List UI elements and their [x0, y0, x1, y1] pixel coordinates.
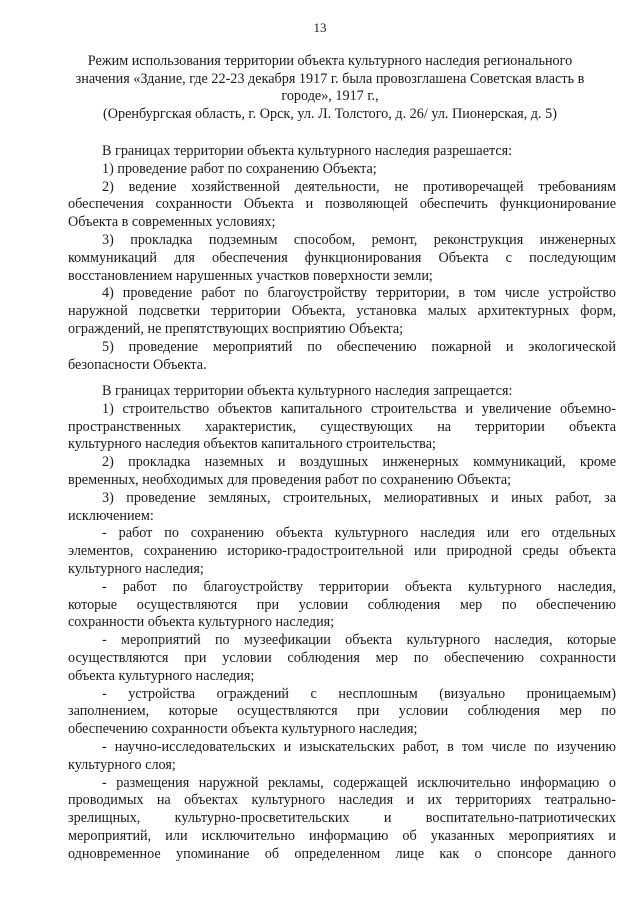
paragraph-line: коммуникаций для обеспечения функционирования Объекта с последующим	[68, 249, 616, 266]
allowed-uses-section	[68, 143, 616, 374]
paragraph-line: которые осуществляются при условии соблюдения мер по обеспечению	[68, 596, 616, 613]
paragraph-line: 5) проведение мероприятий по обеспечению пожарной и экологической	[102, 338, 616, 355]
paragraph-line: восстановлением нарушенных участков поверхности земли;	[68, 267, 433, 284]
paragraph-line: сохранности объекта культурного наследия;	[68, 614, 335, 631]
paragraph-line: элементов, сохранению историко-градостроительной или природной среды объекта	[68, 543, 616, 560]
paragraph-line: - научно-исследовательских и изыскательских работ, в том числе по изучению	[102, 738, 616, 755]
paragraph-line: 1) проведение работ по сохранению Объекта;	[102, 160, 377, 177]
paragraph-line: ограждений, не препятствующих восприятию Объекта;	[68, 320, 404, 337]
paragraph-line: - устройства ограждений с несплошным (визуально проницаемым)	[102, 685, 616, 702]
paragraph-line: культурного наследия;	[68, 560, 204, 577]
paragraph-line: объекта культурного наследия;	[68, 667, 255, 684]
paragraph-line: пространственных характеристик, существующих на территории объекта	[68, 418, 616, 435]
title-line: городе», 1917 г.,	[281, 88, 379, 104]
paragraph-line: культурного слоя;	[68, 756, 176, 773]
paragraph-line: одновременное упоминание об определенном лице как о спонсоре данного	[68, 845, 616, 862]
title-line: (Оренбургская область, г. Орск, ул. Л. Толстого, д. 26/ ул. Пионерская, д. 5)	[103, 105, 557, 122]
paragraph-line: 1) строительство объектов капитального строительства и увеличение объемно-	[102, 400, 616, 417]
paragraph-line: В границах территории объекта культурного наследия запрещается:	[102, 383, 513, 399]
document-title	[50, 53, 610, 123]
paragraph-line: 2) ведение хозяйственной деятельности, не противоречащей требованиям	[102, 178, 616, 195]
paragraph-line: мероприятий, или исключительно информацию об указанных мероприятиях и	[68, 827, 616, 844]
paragraph-line: безопасности Объекта.	[68, 356, 207, 373]
title-line: значения «Здание, где 22-23 декабря 1917 г. была провозглашена Советская власть в	[75, 70, 585, 87]
paragraph-line: проводимых на объектах культурного наследия и их территориях театрально-	[68, 792, 616, 809]
paragraph-line: заполнением, которые осуществляются при условии соблюдения мер по	[68, 703, 616, 720]
paragraph-line: обеспечения сохранности Объекта и позволяющей обеспечить функционирование	[68, 196, 616, 213]
prohibited-uses-section	[68, 383, 616, 864]
paragraph-line: обеспечению сохранности объекта культурного наследия;	[68, 721, 418, 738]
paragraph-line: осуществляются при условии соблюдения мер по обеспечению сохранности	[68, 649, 616, 666]
paragraph-line: зрелищных, культурно-просветительских и воспитательно-патриотических	[68, 810, 616, 827]
page-number: 13	[313, 20, 327, 35]
paragraph-line: - работ по сохранению объекта культурного наследия или его отдельных	[102, 525, 616, 542]
paragraph-line: 2) прокладка наземных и воздушных инженерных коммуникаций, кроме	[102, 454, 616, 471]
paragraph-line: 3) прокладка подземным способом, ремонт, реконструкция инженерных	[102, 231, 616, 248]
paragraph-line: - работ по благоустройству территории объекта культурного наследия,	[102, 578, 616, 595]
paragraph-line: 3) проведение земляных, строительных, мелиоративных и иных работ, за	[102, 489, 616, 506]
paragraph-line: наружной подсветки территории Объекта, установка малых архитектурных форм,	[68, 303, 616, 320]
paragraph-line: временных, необходимых для проведения работ по сохранению Объекта;	[68, 471, 512, 488]
paragraph-line: - мероприятий по музеефикации объекта культурного наследия, которые	[102, 632, 616, 649]
paragraph-line: культурного наследия объектов капитального строительства;	[68, 436, 436, 453]
title-line: Режим использования территории объекта культурного наследия регионального	[87, 53, 573, 69]
paragraph-line: В границах территории объекта культурного наследия разрешается:	[102, 143, 513, 159]
paragraph-line: 4) проведение работ по благоустройству территории, в том числе устройство	[102, 285, 616, 302]
paragraph-line: Объекта в современных условиях;	[68, 214, 276, 231]
paragraph-line: - размещения наружной рекламы, содержащей исключительно информацию о	[102, 774, 616, 791]
paragraph-line: исключением:	[68, 507, 154, 524]
